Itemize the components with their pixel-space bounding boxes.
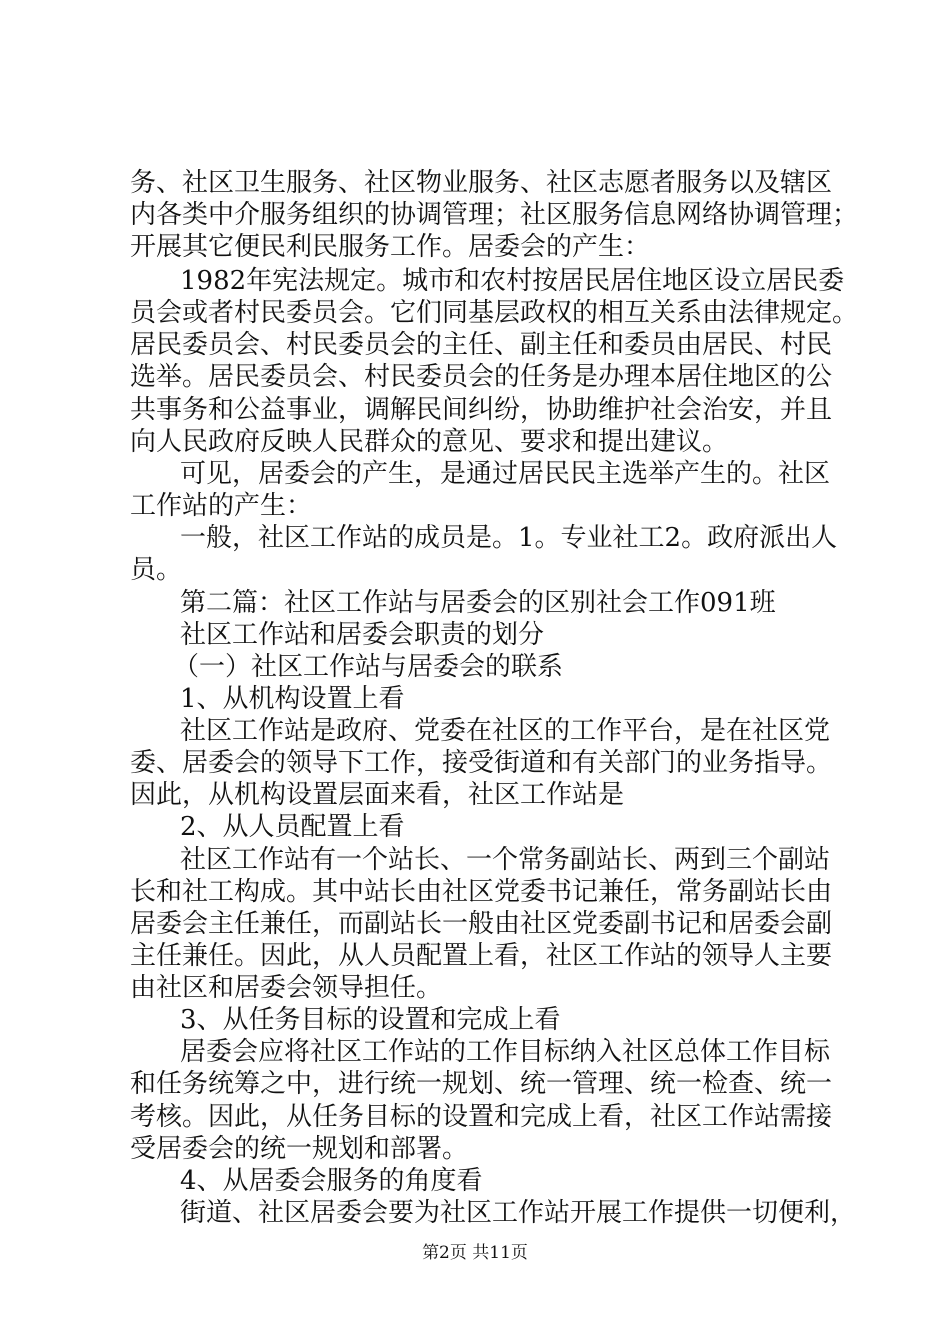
text-line: 考核。因此，从任务目标的设置和完成上看，社区工作站需接 <box>130 1102 833 1132</box>
text-line: （一）社区工作站与居委会的联系 <box>173 652 564 682</box>
text-line: 和任务统筹之中，进行统一规划、统一管理、统一检查、统一 <box>130 1069 833 1099</box>
text-line: 3、从任务目标的设置和完成上看 <box>180 1005 561 1035</box>
text-line: 员。 <box>130 555 183 585</box>
page-footer: 第2页 共11页 <box>422 1243 528 1263</box>
text-line: 共事务和公益事业，调解民间纠纷，协助维护社会治安，并且 <box>130 395 833 425</box>
text-line: 居委会应将社区工作站的工作目标纳入社区总体工作目标 <box>180 1037 831 1067</box>
text-line: 选举。居民委员会、村民委员会的任务是办理本居住地区的公 <box>130 362 833 392</box>
text-line: 可见，居委会的产生，是通过居民民主选举产生的。社区 <box>180 459 831 489</box>
text-line: 受居委会的统一规划和部署。 <box>130 1134 469 1164</box>
text-line: 因此，从机构设置层面来看，社区工作站是 <box>130 780 625 810</box>
text-line: 内各类中介服务组织的协调管理；社区服务信息网络协调管理； <box>130 200 859 230</box>
text-line: 员会或者村民委员会。它们同基层政权的相互关系由法律规定。 <box>130 298 859 328</box>
text-line: 社区工作站和居委会职责的划分 <box>180 620 545 650</box>
text-line: 长和社工构成。其中站长由社区党委书记兼任，常务副站长由 <box>130 877 833 907</box>
text-line: 开展其它便民利民服务工作。居委会的产生： <box>130 232 651 262</box>
text-line: 委、居委会的领导下工作，接受街道和有关部门的业务指导。 <box>130 748 833 778</box>
text-line: 居委会主任兼任，而副站长一般由社区党委副书记和居委会副 <box>130 909 833 939</box>
text-line: 2、从人员配置上看 <box>180 812 405 842</box>
text-line: 4、从居委会服务的角度看 <box>180 1166 483 1196</box>
text-line: 居民委员会、村民委员会的主任、副主任和委员由居民、村民 <box>130 330 833 360</box>
text-line: 主任兼任。因此，从人员配置上看，社区工作站的领导人主要 <box>130 941 833 971</box>
text-line: 街道、社区居委会要为社区工作站开展工作提供一切便利， <box>180 1198 857 1228</box>
text-line: 由社区和居委会领导担任。 <box>130 973 443 1003</box>
text-line: 一般，社区工作站的成员是。1。专业社工2。政府派出人 <box>180 523 838 553</box>
text-line: 社区工作站有一个站长、一个常务副站长、两到三个副站 <box>180 845 831 875</box>
text-line: 社区工作站是政府、党委在社区的工作平台，是在社区党 <box>180 716 831 746</box>
text-line: 务、社区卫生服务、社区物业服务、社区志愿者服务以及辖区 <box>130 168 833 198</box>
text-line: 1982年宪法规定。城市和农村按居民居住地区设立居民委 <box>180 266 845 296</box>
text-line: 向人民政府反映人民群众的意见、要求和提出建议。 <box>130 427 729 457</box>
text-line: 工作站的产生： <box>130 491 313 521</box>
text-line: 1、从机构设置上看 <box>180 684 405 714</box>
text-line: 第二篇：社区工作站与居委会的区别社会工作091班 <box>180 588 776 618</box>
